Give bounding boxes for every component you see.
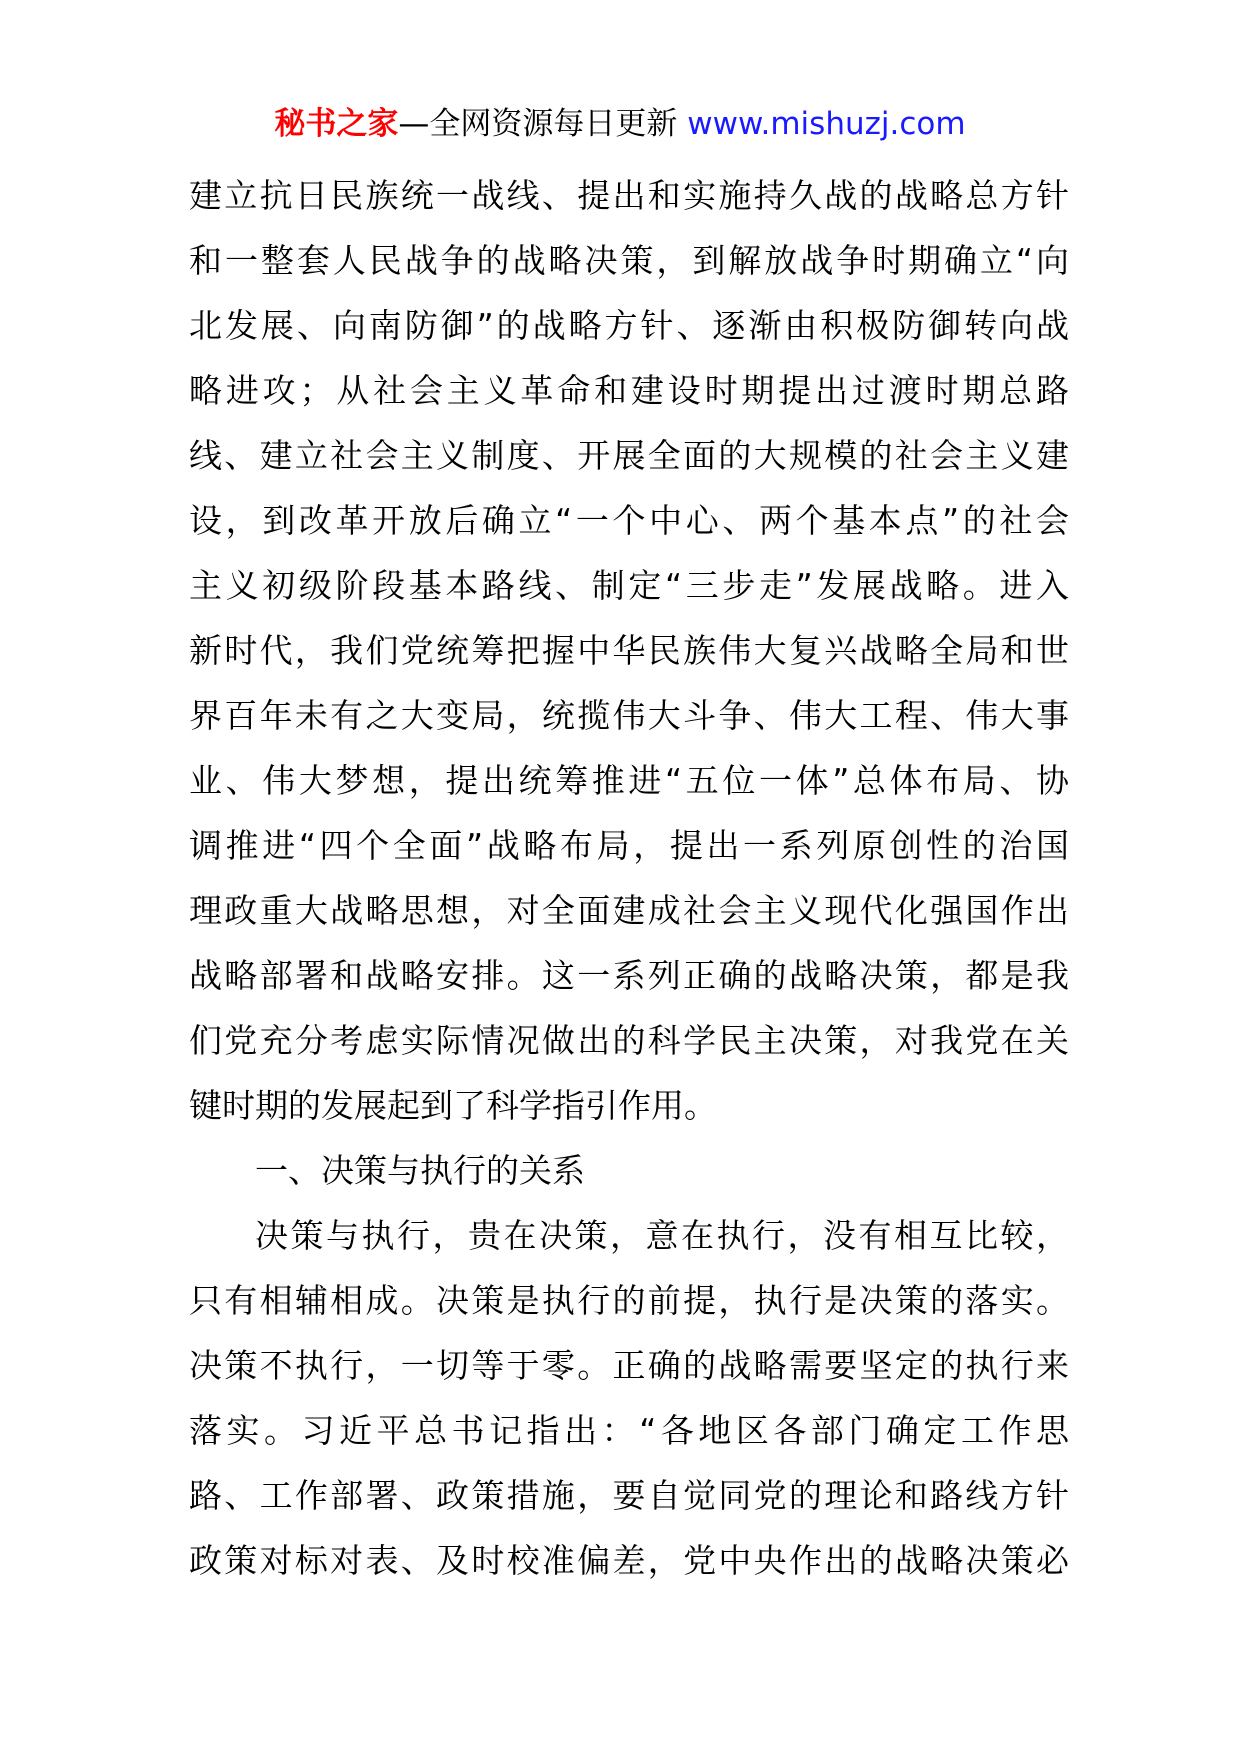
body-line: 键时期的发展起到了科学指引作用。 [189, 1086, 717, 1125]
body-line: 界百年未有之大变局，统揽伟大斗争、伟大工程、伟大事 [189, 696, 1069, 735]
header-brand: 秘书之家 [274, 106, 399, 142]
body-line: 新时代，我们党统筹把握中华民族伟大复兴战略全局和世 [189, 631, 1069, 670]
body-line: 落实。习近平总书记指出：“各地区各部门确定工作思 [189, 1411, 1069, 1450]
body-line: 建立抗日民族统一战线、提出和实施持久战的战略总方针 [189, 176, 1069, 215]
document-body [189, 163, 1069, 1593]
body-line: 设，到改革开放后确立“一个中心、两个基本点”的社会 [189, 501, 1069, 540]
header-site-link[interactable]: www.mishuzj.com [687, 106, 966, 142]
page-header [0, 100, 1240, 148]
body-line: 线、建立社会主义制度、开展全面的大规模的社会主义建 [189, 436, 1069, 475]
body-line: 路、工作部署、政策措施，要自觉同党的理论和路线方针 [189, 1476, 1069, 1515]
body-line: 战略部署和战略安排。这一系列正确的战略决策，都是我 [189, 956, 1069, 995]
body-line: 和一整套人民战争的战略决策，到解放战争时期确立“向 [189, 241, 1069, 280]
body-line: 理政重大战略思想，对全面建成社会主义现代化强国作出 [189, 891, 1069, 930]
header-tagline: —全网资源每日更新 [398, 106, 688, 142]
body-line: 主义初级阶段基本路线、制定“三步走”发展战略。进入 [189, 566, 1069, 605]
body-line: 调推进“四个全面”战略布局，提出一系列原创性的治国 [189, 826, 1069, 865]
body-line: 业、伟大梦想，提出统筹推进“五位一体”总体布局、协 [189, 761, 1069, 800]
body-line: 北发展、向南防御”的战略方针、逐渐由积极防御转向战 [189, 306, 1069, 345]
body-line: 只有相辅相成。决策是执行的前提，执行是决策的落实。 [189, 1281, 1069, 1320]
section-heading: 一、决策与执行的关系 [255, 1151, 585, 1190]
body-line: 们党充分考虑实际情况做出的科学民主决策，对我党在关 [189, 1021, 1069, 1060]
body-line: 决策不执行，一切等于零。正确的战略需要坚定的执行来 [189, 1346, 1069, 1385]
body-line: 决策与执行，贵在决策，意在执行，没有相互比较， [255, 1216, 1069, 1255]
body-line: 政策对标对表、及时校准偏差，党中央作出的战略决策必 [189, 1541, 1069, 1580]
body-line: 略进攻；从社会主义革命和建设时期提出过渡时期总路 [189, 371, 1069, 410]
